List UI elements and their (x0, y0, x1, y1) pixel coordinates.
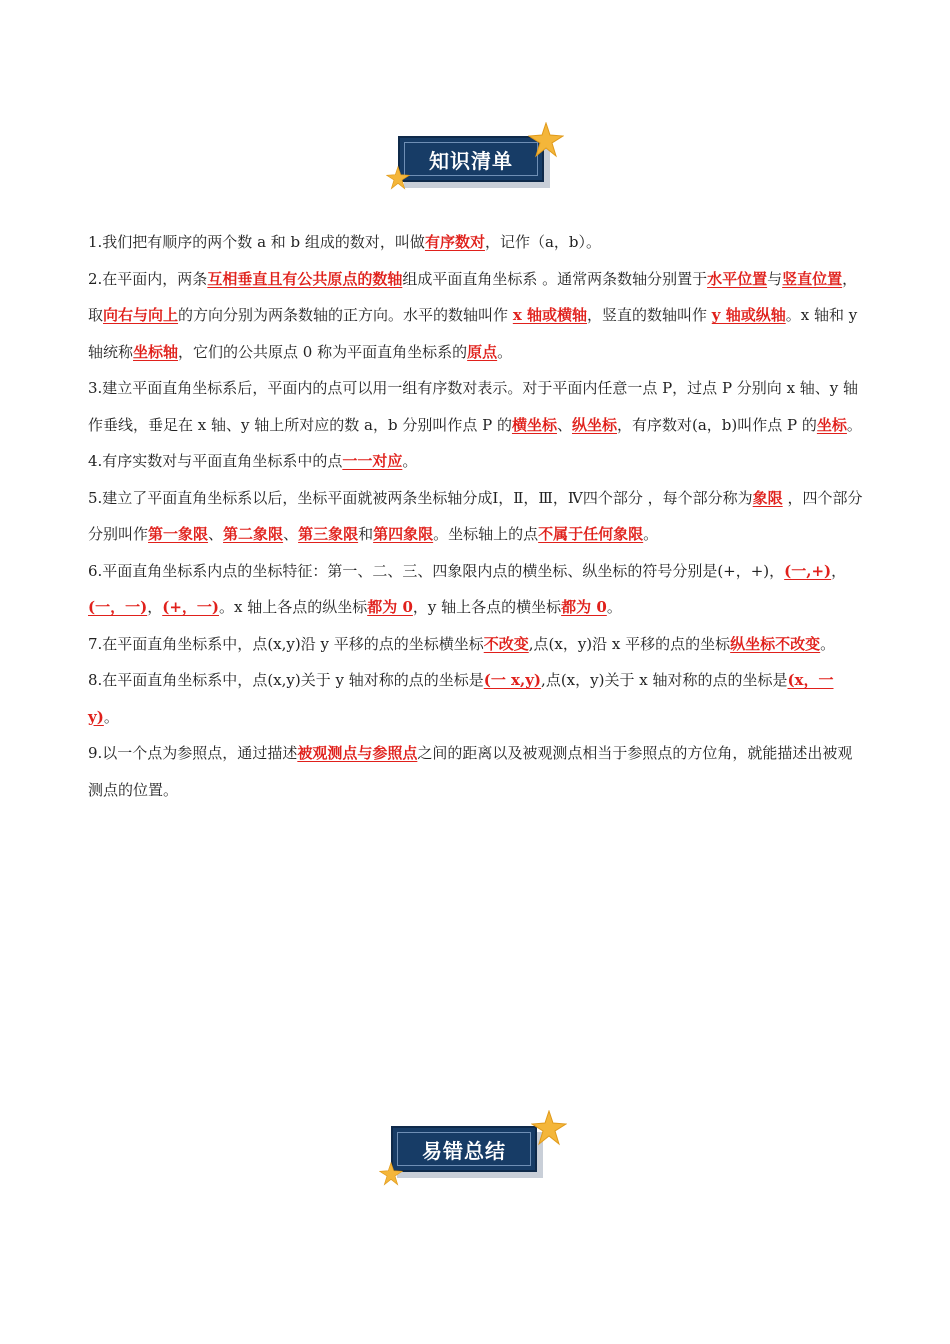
answer-highlight: 第一象限 (148, 525, 209, 543)
list-item (88, 480, 866, 553)
banner-box (398, 136, 544, 182)
paragraph-text: ，它们的公共原点 0 称为平面直角坐标系的 (178, 342, 468, 361)
paragraph-text: 、 (208, 525, 224, 543)
answer-highlight: (一，一) (88, 598, 148, 616)
paragraph-text: ， (831, 561, 847, 580)
list-item (88, 443, 866, 480)
answer-highlight: 被观测点与参照点 (297, 744, 418, 762)
answer-highlight: 第二象限 (223, 525, 284, 543)
paragraph-text: ，有序数对(a，b)叫作点 P 的 (617, 415, 817, 434)
list-item (88, 261, 866, 371)
section-title-errors: 易错总结 (422, 1138, 506, 1163)
star-icon (528, 122, 564, 158)
paragraph-text: 。 (606, 598, 622, 616)
paragraph-text: 和 (358, 525, 374, 543)
list-item (88, 662, 866, 735)
answer-highlight: 不属于任何象限 (538, 525, 644, 543)
answer-highlight: (x，一 y) (88, 671, 834, 726)
paragraph-text: 与 (767, 269, 783, 288)
answer-highlight: 原点 (467, 342, 498, 361)
answer-highlight: 有序数对 (424, 233, 485, 251)
answer-highlight: 横坐标 (511, 415, 557, 434)
answer-highlight: 第四象限 (373, 525, 434, 543)
paragraph-text: 。 (643, 525, 659, 543)
answer-highlight: 坐标轴 (133, 342, 179, 361)
paragraph-text: ， (147, 598, 163, 616)
list-item (88, 553, 866, 626)
answer-highlight: y 轴或纵轴 (711, 306, 786, 324)
banner-box (391, 1126, 537, 1172)
paragraph-text: 。x 轴和 y 轴统称 (88, 306, 858, 361)
paragraph-text: ，y 轴上各点的横坐标 (412, 598, 562, 616)
paragraph-text: 。 (497, 342, 513, 361)
answer-highlight: 互相垂直且有公共原点的数轴 (207, 269, 403, 288)
section-banner-errors (391, 1126, 541, 1176)
answer-highlight: 水平位置 (707, 269, 768, 288)
answer-highlight: (一,+) (784, 561, 832, 580)
paragraph-text: 。坐标轴上的点 (433, 525, 539, 543)
answer-highlight: 纵坐标不改变 (730, 634, 821, 653)
section-banner-knowledge (398, 136, 548, 186)
star-icon (386, 166, 410, 190)
paragraph-text: ,点(x，y)沿 x 平移的点的坐标 (528, 634, 731, 653)
paragraph-text: ，竖直的数轴叫作 (586, 306, 712, 324)
paragraph-text: ，记作（a，b）。 (484, 233, 601, 251)
paragraph-text: 组成平面直角坐标系 。通常两条数轴分别置于 (402, 269, 708, 288)
paragraph-text: 4.有序实数对与平面直角坐标系中的点 (88, 452, 343, 470)
paragraph-text: 。 (820, 634, 836, 653)
answer-highlight: 纵坐标 (571, 415, 617, 434)
answer-highlight: (+，一) (162, 598, 219, 616)
answer-highlight: 第三象限 (298, 525, 359, 543)
paragraph-text: ，四个部分分别叫作 (88, 488, 863, 543)
answer-highlight: 向右与向上 (103, 306, 179, 324)
answer-highlight: 象限 (752, 488, 783, 507)
paragraph-text: 的方向分别为两条数轴的正方向。水平的数轴叫作 (178, 306, 513, 324)
star-icon (379, 1162, 403, 1186)
paragraph-text: 5.建立了平面直角坐标系以后，坐标平面就被两条坐标轴分成Ⅰ，Ⅱ，Ⅲ，Ⅳ四个部分 ，每个部分称为 (88, 488, 753, 507)
paragraph-text: 2.在平面内，两条 (88, 269, 208, 288)
answer-highlight: 一一对应 (342, 452, 403, 470)
answer-highlight: (一 x,y) (483, 671, 542, 689)
list-item (88, 735, 866, 808)
paragraph-text: 9.以一个点为参照点，通过描述 (88, 744, 298, 762)
answer-highlight: x 轴或横轴 (512, 306, 587, 324)
paragraph-text: 、 (556, 415, 572, 434)
list-item (88, 224, 866, 261)
paragraph-text: 1.我们把有顺序的两个数 a 和 b 组成的数对，叫做 (88, 233, 425, 251)
knowledge-list (88, 224, 866, 808)
answer-highlight: 竖直位置 (782, 269, 843, 288)
paragraph-text: 7.在平面直角坐标系中，点(x,y)沿 y 平移的点的坐标横坐标 (88, 634, 484, 653)
answer-highlight: 都为 0 (367, 598, 413, 616)
paragraph-text: ,点(x，y)关于 x 轴对称的点的坐标是 (541, 671, 788, 689)
section-title-knowledge: 知识清单 (429, 148, 513, 173)
paragraph-text: 、 (283, 525, 299, 543)
paragraph-text: 3.建立平面直角坐标系后，平面内的点可以用一组有序数对表示。对于平面内任意一点 P，过点 P 分别向 x 轴、y 轴作垂线，垂足在 x 轴、y 轴上所对应的数 a，b 分别叫作点 P 的 (88, 379, 859, 434)
paragraph-text: 6.平面直角坐标系内点的坐标特征：第一、二、三、四象限内点的横坐标、纵坐标的符号分别是(+，+)， (88, 561, 785, 580)
paragraph-text: 8.在平面直角坐标系中，点(x,y)关于 y 轴对称的点的坐标是 (88, 671, 484, 689)
paragraph-text: 之间的距离以及被观测点相当于参照点的方位角，就能描述出被观测点的位置。 (88, 744, 853, 799)
answer-highlight: 不改变 (483, 634, 529, 653)
paragraph-text: ，取 (88, 269, 858, 324)
list-item (88, 626, 866, 663)
paragraph-text: 。x 轴上各点的纵坐标 (218, 598, 368, 616)
list-item (88, 370, 866, 443)
paragraph-text: 。 (103, 707, 119, 726)
answer-highlight: 都为 0 (561, 598, 607, 616)
paragraph-text: 。 (402, 452, 418, 470)
star-icon (531, 1110, 567, 1146)
answer-highlight: 坐标 (816, 415, 847, 434)
paragraph-text: 。 (846, 415, 862, 434)
